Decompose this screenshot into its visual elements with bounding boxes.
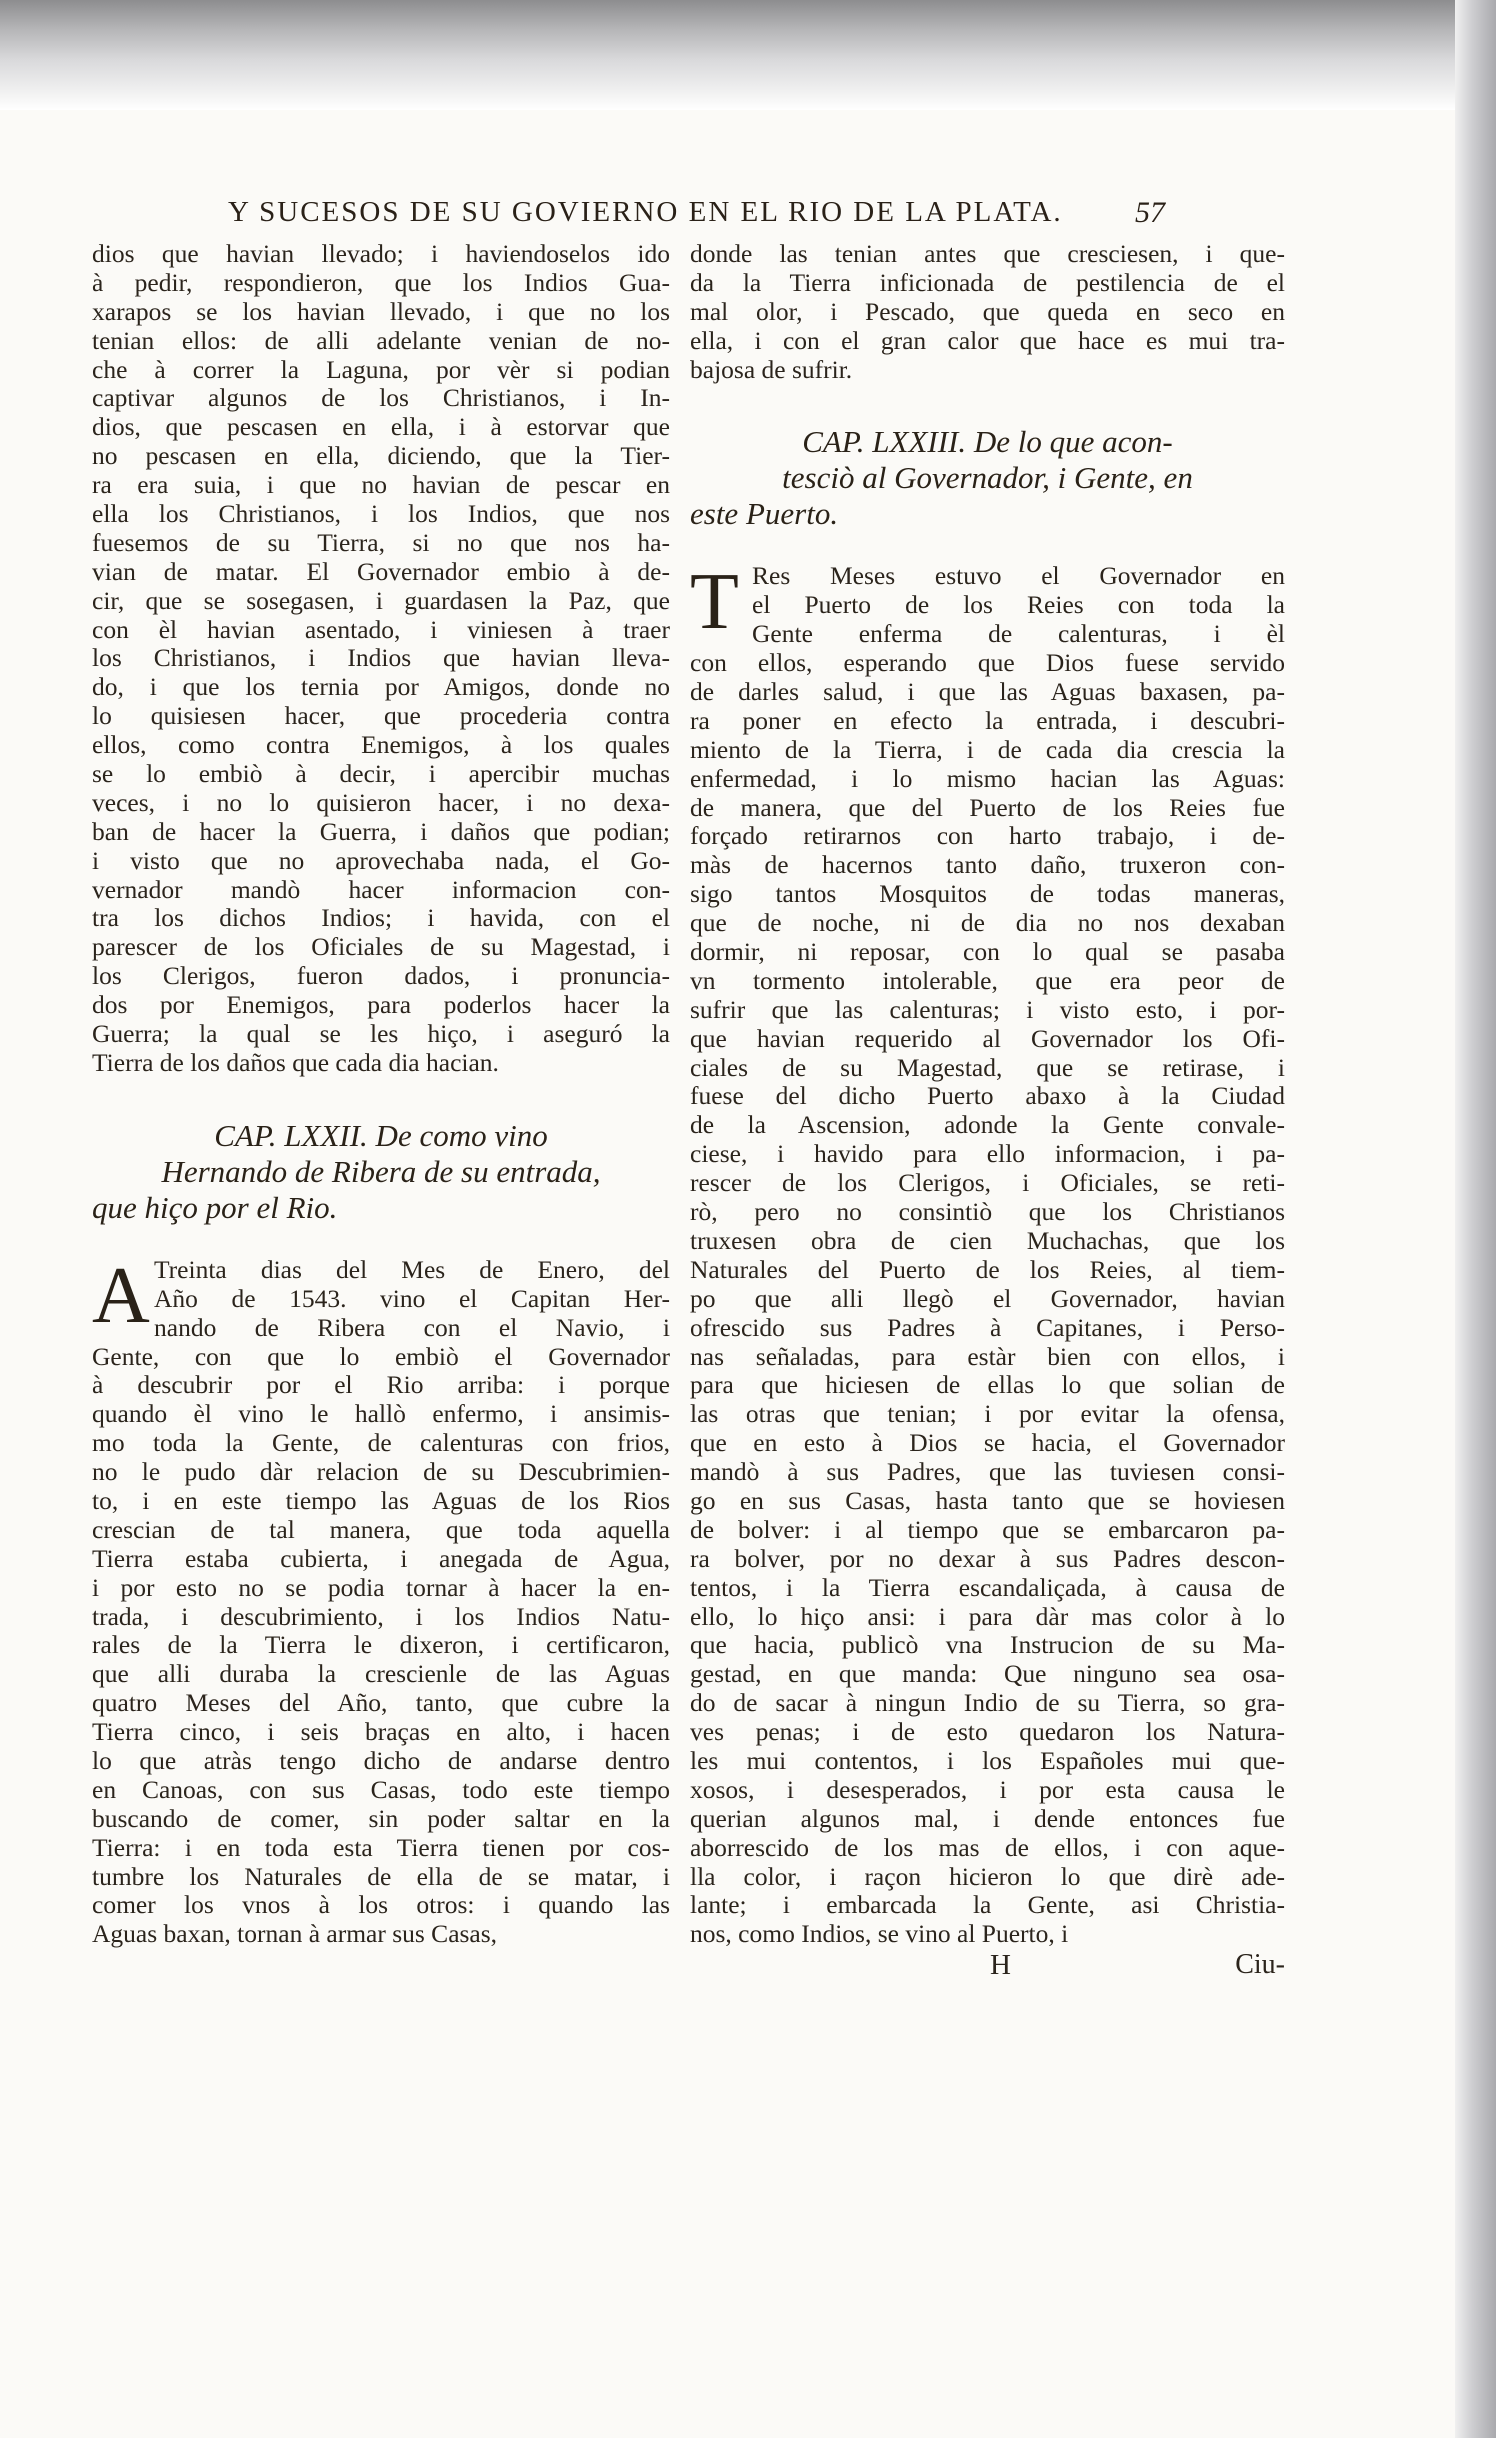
text-line: i visto que no aprovechaba nada, el Go- [92, 846, 670, 875]
chapter-heading [92, 1118, 670, 1226]
text-line: veces, i no lo quisieron hacer, i no dexa- [92, 788, 670, 817]
text-line: dios que havian llevado; i haviendoselos ido [92, 240, 670, 268]
text-line: ra poner en efecto la entrada, i descubri- [690, 706, 1285, 735]
text-line: quando èl vino le hallò enfermo, i ansimis- [92, 1400, 670, 1429]
text-line: los Christianos, i Indios que havian lleva- [92, 644, 670, 673]
text-line: comer los vnos à los otros: i quando las [92, 1891, 670, 1920]
text-line: gestad, en que manda: Que ninguno sea osa- [690, 1660, 1285, 1689]
running-head: Y SUCESOS DE SU GOVIERNO EN EL RIO DE LA PLATA. [228, 196, 1063, 228]
text-line: rò, pero no consintiò que los Christianos [690, 1198, 1285, 1227]
catchword: Ciu- [1235, 1949, 1285, 1981]
page-footer [690, 1951, 1285, 1983]
text-line: nas señaladas, para estàr bien con ellos, i [690, 1342, 1285, 1371]
text-line: no le pudo dàr relacion de su Descubrimien- [92, 1458, 670, 1487]
text-line: mandò à sus Padres, que las tuviesen consi- [690, 1458, 1285, 1487]
text-line: aborrescido de los mas de ellos, i con aque- [690, 1833, 1285, 1862]
text-line: de bolver: i al tiempo que se embarcaron pa- [690, 1515, 1285, 1544]
text-line: Res Meses estuvo el Governador en [752, 562, 1285, 591]
text-line: CAP. LXXIII. De lo que acon- [802, 424, 1173, 460]
text-line: los Clerigos, fueron dados, i pronuncia- [92, 962, 670, 991]
text-line: xosos, i desesperados, i por esta causa le [690, 1775, 1285, 1804]
text-line: no pescasen en ella, diciendo, que la Tier- [92, 442, 670, 471]
text-line: ellos, como contra Enemigos, à los quales [92, 731, 670, 760]
text-line: quatro Meses del Año, tanto, que cubre la [92, 1689, 670, 1718]
text-line: màs de hacernos tanto daño, truxeron con- [690, 851, 1285, 880]
text-line: Treinta dias del Mes de Enero, del [154, 1255, 670, 1284]
scan-page-edge [1455, 0, 1496, 2438]
text-line: lo que atràs tengo dicho de andarse dentro [92, 1746, 670, 1775]
text-line: tumbre los Naturales de ella de se matar, i [92, 1862, 670, 1891]
text-line: ofrescido sus Padres à Capitanes, i Perso- [690, 1313, 1285, 1342]
text-line: con èl havian asentado, i viniesen à traer [92, 615, 670, 644]
text-line: Año de 1543. vino el Capitan Her- [154, 1284, 670, 1313]
text-line: forçado retirarnos con harto trabajo, i de- [690, 822, 1285, 851]
text-line: para que hiciesen de ellas lo que solian de [690, 1371, 1285, 1400]
text-line: ves penas; i de esto quedaron los Natura- [690, 1718, 1285, 1747]
text-line: ciales de su Magestad, que se retirase, i [690, 1053, 1285, 1082]
text-line: bajosa de sufrir. [690, 355, 853, 384]
text-line: este Puerto. [690, 496, 839, 532]
chapter-heading [690, 424, 1285, 532]
text-line: se lo embiò à decir, i apercibir muchas [92, 760, 670, 789]
paragraph-with-drop-cap [92, 1251, 670, 1949]
text-line: lante; i embarcada la Gente, asi Christia- [690, 1891, 1285, 1920]
text-line: Hernando de Ribera de su entrada, [161, 1153, 601, 1189]
text-line: nando de Ribera con el Navio, i [154, 1313, 670, 1342]
text-line: che à correr la Laguna, por vèr si podian [92, 355, 670, 384]
paragraph [690, 240, 1285, 384]
text-line: go en sus Casas, hasta tanto que se hoviesen [690, 1486, 1285, 1515]
text-line: Aguas baxan, tornan à armar sus Casas, [92, 1920, 498, 1949]
text-line: vian de matar. El Governador embio à de- [92, 557, 670, 586]
scan-top-shadow [0, 0, 1496, 110]
text-line: crescian de tal manera, que toda aquella [92, 1515, 670, 1544]
text-line: vernador mandò hacer informacion con- [92, 875, 670, 904]
text-line: Tierra cinco, i seis braças en alto, i hacen [92, 1718, 670, 1747]
page-header [0, 196, 1455, 232]
text-line: lo quisiesen hacer, que procederia contra [92, 702, 670, 731]
text-line: ciese, i havido para ello informacion, i pa- [690, 1140, 1285, 1169]
text-line: el Puerto de los Reies con toda la [752, 591, 1285, 620]
text-line: mo toda la Gente, de calenturas con frios, [92, 1429, 670, 1458]
text-line: lla color, i raçon hicieron lo que dirè ade- [690, 1862, 1285, 1891]
text-line: las otras que tenian; i por evitar la ofensa, [690, 1400, 1285, 1429]
text-line: que havian requerido al Governador los Ofi- [690, 1024, 1285, 1053]
text-line: CAP. LXXII. De como vino [214, 1117, 548, 1153]
text-line: fuese del dicho Puerto abaxo à la Ciudad [690, 1082, 1285, 1111]
text-line: donde las tenian antes que cresciesen, i que- [690, 240, 1285, 268]
text-line: Naturales del Puerto de los Reies, al tiem- [690, 1255, 1285, 1284]
text-line: de la Ascension, adonde la Gente convale- [690, 1111, 1285, 1140]
text-line: trada, i descubrimiento, i los Indios Natu- [92, 1602, 670, 1631]
left-column [92, 240, 670, 1949]
text-line: dos por Enemigos, para poderlos hacer la [92, 991, 670, 1020]
text-line: ra bolver, por no dexar à sus Padres descon- [690, 1544, 1285, 1573]
text-line: i por esto no se podia tornar à hacer la en- [92, 1573, 670, 1602]
text-line: que hiço por el Rio. [92, 1189, 338, 1225]
paragraph [92, 240, 670, 1078]
text-line: que de noche, ni de dia no nos dexaban [690, 909, 1285, 938]
text-line: buscando de comer, sin poder saltar en la [92, 1804, 670, 1833]
text-line: à descubrir por el Rio arriba: i porque [92, 1371, 670, 1400]
text-line: Tierra de los daños que cada dia hacian. [92, 1048, 499, 1077]
text-line: parescer de los Oficiales de su Magestad, i [92, 933, 670, 962]
text-line: tentos, i la Tierra escandaliçada, à causa de [690, 1573, 1285, 1602]
drop-cap: T [690, 558, 739, 647]
text-line: rales de la Tierra le dixeron, i certificaron, [92, 1631, 670, 1660]
text-line: de manera, que del Puerto de los Reies fue [690, 793, 1285, 822]
text-line: tenian ellos: de alli adelante venian de no- [92, 326, 670, 355]
text-line: ella los Christianos, i los Indios, que nos [92, 500, 670, 529]
text-line: de darles salud, i que las Aguas baxasen, pa- [690, 678, 1285, 707]
text-line: Gente, con que lo embiò el Governador [92, 1342, 670, 1371]
text-line: captivar algunos de los Christianos, i In- [92, 384, 670, 413]
text-line: fuesemos de su Tierra, si no que nos ha- [92, 528, 670, 557]
text-line: Tierra: i en toda esta Tierra tienen por cos- [92, 1833, 670, 1862]
text-line: xarapos se los havian llevado, i que no los [92, 297, 670, 326]
text-line: dormir, ni reposar, con lo qual se pasaba [690, 938, 1285, 967]
text-line: con ellos, esperando que Dios fuese servido [690, 649, 1285, 678]
text-line: vn tormento intolerable, que era peor de [690, 966, 1285, 995]
text-line: ra era suia, i que no havian de pescar en [92, 471, 670, 500]
text-line: querian algunos mal, i dende entonces fue [690, 1804, 1285, 1833]
text-line: miento de la Tierra, i de cada dia crescia la [690, 735, 1285, 764]
right-column [690, 240, 1285, 1983]
text-line: truxesen obra de cien Muchachas, que los [690, 1226, 1285, 1255]
text-line: enfermedad, i lo mismo hacian las Aguas: [690, 764, 1285, 793]
text-line: que alli duraba la crescienle de las Aguas [92, 1660, 670, 1689]
drop-cap: A [92, 1251, 150, 1340]
text-line: rescer de los Clerigos, i Oficiales, se reti- [690, 1169, 1285, 1198]
text-line: to, i en este tiempo las Aguas de los Rios [92, 1486, 670, 1515]
text-line: que hacia, publicò vna Instrucion de su Ma- [690, 1631, 1285, 1660]
text-line: nos, como Indios, se vino al Puerto, i [690, 1920, 1069, 1949]
text-line: ella, i con el gran calor que hace es mui tra- [690, 326, 1285, 355]
text-line: po que alli llegò el Governador, havian [690, 1284, 1285, 1313]
text-line: da la Tierra inficionada de pestilencia de el [690, 268, 1285, 297]
text-line: Gente enferma de calenturas, i èl [752, 620, 1285, 649]
text-line: à pedir, respondieron, que los Indios Gua- [92, 268, 670, 297]
text-line: tra los dichos Indios; i havida, con el [92, 904, 670, 933]
text-line: sigo tantos Mosquitos de todas maneras, [690, 880, 1285, 909]
text-line: dios, que pescasen en ella, i à estorvar que [92, 413, 670, 442]
text-line: cir, que se sosegasen, i guardasen la Paz, que [92, 586, 670, 615]
text-line: do, i que los ternia por Amigos, donde no [92, 673, 670, 702]
text-line: en Canoas, con sus Casas, todo este tiempo [92, 1775, 670, 1804]
text-line: les mui contentos, i los Españoles mui que- [690, 1746, 1285, 1775]
paragraph-with-drop-cap [690, 558, 1285, 1949]
text-line: Guerra; la qual se les hiço, i aseguró la [92, 1020, 670, 1049]
page-number: 57 [1135, 196, 1165, 229]
text-line: tesciò al Governador, i Gente, en [782, 460, 1193, 496]
text-line: sufrir que las calenturas; i visto esto, i por- [690, 995, 1285, 1024]
text-line: que en esto à Dios se hacia, el Governador [690, 1429, 1285, 1458]
text-line: ello, lo hiço ansi: i para dàr mas color à lo [690, 1602, 1285, 1631]
signature-mark: H [990, 1949, 1011, 1982]
text-line: Tierra estaba cubierta, i anegada de Agua, [92, 1544, 670, 1573]
text-line: do de sacar à ningun Indio de su Tierra, so gra- [690, 1689, 1285, 1718]
text-line: ban de hacer la Guerra, i daños que podian; [92, 817, 670, 846]
text-line: mal olor, i Pescado, que queda en seco en [690, 297, 1285, 326]
